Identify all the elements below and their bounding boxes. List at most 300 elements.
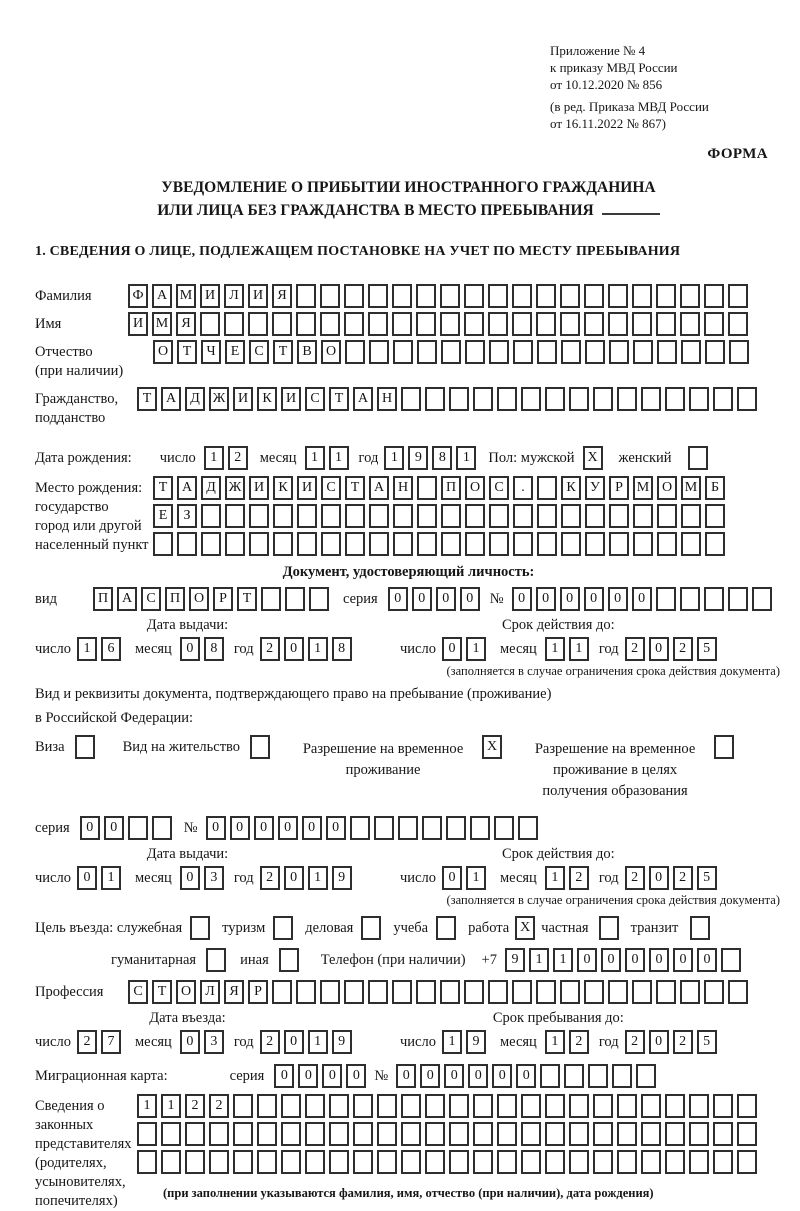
char-cell[interactable]: М (681, 476, 701, 500)
char-cell[interactable] (257, 1150, 277, 1174)
char-cell[interactable]: 2 (673, 866, 693, 890)
char-cell[interactable] (728, 312, 748, 336)
char-cell[interactable] (392, 312, 412, 336)
char-cell[interactable] (422, 816, 442, 840)
char-cell[interactable] (599, 916, 619, 940)
char-cell[interactable]: 1 (569, 637, 589, 661)
char-cell[interactable] (584, 312, 604, 336)
char-cell[interactable] (705, 340, 725, 364)
char-cell[interactable]: 0 (577, 948, 597, 972)
char-cell[interactable] (681, 504, 701, 528)
char-cell[interactable] (446, 816, 466, 840)
char-cell[interactable]: К (561, 476, 581, 500)
char-cell[interactable] (368, 284, 388, 308)
char-cell[interactable]: 2 (569, 1030, 589, 1054)
char-cell[interactable] (704, 980, 724, 1004)
passport-issue-day-boxes[interactable] (77, 637, 121, 661)
char-cell[interactable]: 0 (649, 866, 669, 890)
char-cell[interactable] (657, 532, 677, 556)
purpose-study-checkbox[interactable] (436, 916, 456, 940)
char-cell[interactable] (569, 1094, 589, 1118)
doc-series-boxes[interactable] (388, 587, 480, 611)
char-cell[interactable]: М (633, 476, 653, 500)
residence-number-boxes[interactable] (206, 816, 538, 840)
passport-expiry-month-boxes[interactable] (545, 637, 589, 661)
visa-checkbox[interactable] (75, 735, 95, 759)
residence-series-boxes[interactable] (80, 816, 172, 840)
char-cell[interactable] (473, 387, 493, 411)
char-cell[interactable]: 2 (673, 637, 693, 661)
char-cell[interactable] (209, 1150, 229, 1174)
char-cell[interactable] (536, 284, 556, 308)
char-cell[interactable]: 0 (536, 587, 556, 611)
char-cell[interactable] (368, 980, 388, 1004)
representatives-boxes-row3[interactable] (137, 1150, 757, 1174)
entry-year-boxes[interactable] (260, 1030, 352, 1054)
representatives-boxes-row1[interactable] (137, 1094, 757, 1118)
char-cell[interactable] (425, 1150, 445, 1174)
char-cell[interactable]: А (177, 476, 197, 500)
char-cell[interactable]: О (189, 587, 209, 611)
char-cell[interactable]: 0 (180, 866, 200, 890)
char-cell[interactable] (729, 340, 749, 364)
char-cell[interactable] (368, 312, 388, 336)
char-cell[interactable] (273, 504, 293, 528)
char-cell[interactable]: 0 (284, 866, 304, 890)
char-cell[interactable] (401, 387, 421, 411)
char-cell[interactable]: 1 (137, 1094, 157, 1118)
char-cell[interactable] (656, 284, 676, 308)
char-cell[interactable]: Н (377, 387, 397, 411)
char-cell[interactable] (233, 1122, 253, 1146)
char-cell[interactable]: 2 (228, 446, 248, 470)
char-cell[interactable]: 0 (396, 1064, 416, 1088)
char-cell[interactable]: С (305, 387, 325, 411)
char-cell[interactable]: 1 (553, 948, 573, 972)
char-cell[interactable] (464, 284, 484, 308)
char-cell[interactable]: 6 (101, 637, 121, 661)
char-cell[interactable] (393, 340, 413, 364)
char-cell[interactable] (257, 1122, 277, 1146)
residence-expiry-day-boxes[interactable] (442, 866, 486, 890)
char-cell[interactable]: Е (153, 504, 173, 528)
char-cell[interactable]: 1 (329, 446, 349, 470)
char-cell[interactable] (537, 340, 557, 364)
char-cell[interactable] (296, 980, 316, 1004)
char-cell[interactable] (512, 284, 532, 308)
purpose-official-checkbox[interactable] (190, 916, 210, 940)
char-cell[interactable] (401, 1094, 421, 1118)
char-cell[interactable] (425, 1094, 445, 1118)
char-cell[interactable] (704, 312, 724, 336)
entry-day-boxes[interactable] (77, 1030, 121, 1054)
surname-boxes[interactable] (128, 284, 748, 308)
char-cell[interactable]: 0 (512, 587, 532, 611)
char-cell[interactable] (320, 284, 340, 308)
char-cell[interactable] (617, 1150, 637, 1174)
char-cell[interactable] (417, 476, 437, 500)
char-cell[interactable] (609, 532, 629, 556)
char-cell[interactable]: 0 (420, 1064, 440, 1088)
char-cell[interactable]: Р (248, 980, 268, 1004)
char-cell[interactable]: 0 (298, 1064, 318, 1088)
char-cell[interactable]: 0 (697, 948, 717, 972)
char-cell[interactable] (521, 387, 541, 411)
char-cell[interactable] (609, 340, 629, 364)
char-cell[interactable]: 1 (545, 1030, 565, 1054)
char-cell[interactable]: X (515, 916, 535, 940)
char-cell[interactable] (344, 284, 364, 308)
char-cell[interactable]: 9 (332, 1030, 352, 1054)
char-cell[interactable] (560, 312, 580, 336)
char-cell[interactable]: 9 (466, 1030, 486, 1054)
char-cell[interactable] (398, 816, 418, 840)
char-cell[interactable] (656, 587, 676, 611)
char-cell[interactable] (200, 312, 220, 336)
char-cell[interactable] (713, 1094, 733, 1118)
char-cell[interactable]: 0 (673, 948, 693, 972)
char-cell[interactable]: О (153, 340, 173, 364)
char-cell[interactable] (473, 1122, 493, 1146)
char-cell[interactable] (152, 816, 172, 840)
char-cell[interactable] (353, 1094, 373, 1118)
char-cell[interactable] (680, 312, 700, 336)
char-cell[interactable]: 1 (308, 1030, 328, 1054)
char-cell[interactable] (513, 532, 533, 556)
char-cell[interactable] (250, 735, 270, 759)
char-cell[interactable]: 0 (560, 587, 580, 611)
char-cell[interactable]: О (465, 476, 485, 500)
char-cell[interactable]: 2 (185, 1094, 205, 1118)
char-cell[interactable] (497, 387, 517, 411)
char-cell[interactable] (737, 1122, 757, 1146)
char-cell[interactable] (488, 980, 508, 1004)
char-cell[interactable]: Я (224, 980, 244, 1004)
char-cell[interactable] (521, 1094, 541, 1118)
char-cell[interactable] (665, 1094, 685, 1118)
char-cell[interactable] (449, 387, 469, 411)
char-cell[interactable] (425, 1122, 445, 1146)
char-cell[interactable] (128, 816, 148, 840)
char-cell[interactable] (728, 980, 748, 1004)
char-cell[interactable]: Ж (209, 387, 229, 411)
char-cell[interactable] (561, 340, 581, 364)
char-cell[interactable]: П (165, 587, 185, 611)
patronymic-boxes[interactable] (153, 340, 749, 364)
char-cell[interactable]: Ж (225, 476, 245, 500)
char-cell[interactable]: 0 (254, 816, 274, 840)
char-cell[interactable] (497, 1094, 517, 1118)
char-cell[interactable] (584, 980, 604, 1004)
char-cell[interactable] (464, 980, 484, 1004)
char-cell[interactable] (728, 587, 748, 611)
char-cell[interactable] (521, 1150, 541, 1174)
char-cell[interactable] (417, 340, 437, 364)
char-cell[interactable] (377, 1122, 397, 1146)
char-cell[interactable]: 8 (204, 637, 224, 661)
char-cell[interactable]: 0 (388, 587, 408, 611)
residence-issue-month-boxes[interactable] (180, 866, 224, 890)
char-cell[interactable] (272, 312, 292, 336)
profession-boxes[interactable] (128, 980, 748, 1004)
char-cell[interactable] (713, 1150, 733, 1174)
char-cell[interactable] (350, 816, 370, 840)
char-cell[interactable] (612, 1064, 632, 1088)
char-cell[interactable] (353, 1150, 373, 1174)
char-cell[interactable] (689, 387, 709, 411)
char-cell[interactable] (344, 312, 364, 336)
char-cell[interactable] (537, 476, 557, 500)
char-cell[interactable] (689, 1150, 709, 1174)
char-cell[interactable]: 0 (302, 816, 322, 840)
passport-expiry-year-boxes[interactable] (625, 637, 717, 661)
edu-permit-checkbox[interactable] (714, 735, 734, 759)
char-cell[interactable] (632, 312, 652, 336)
char-cell[interactable]: 0 (180, 1030, 200, 1054)
char-cell[interactable] (545, 1150, 565, 1174)
birth-year-boxes[interactable] (384, 446, 476, 470)
char-cell[interactable]: 8 (332, 637, 352, 661)
char-cell[interactable] (569, 1150, 589, 1174)
citizenship-boxes[interactable] (137, 387, 757, 411)
char-cell[interactable] (656, 980, 676, 1004)
passport-issue-month-boxes[interactable] (180, 637, 224, 661)
char-cell[interactable] (545, 1094, 565, 1118)
char-cell[interactable] (617, 1094, 637, 1118)
entry-month-boxes[interactable] (180, 1030, 224, 1054)
char-cell[interactable] (309, 587, 329, 611)
char-cell[interactable] (569, 387, 589, 411)
char-cell[interactable]: 8 (432, 446, 452, 470)
char-cell[interactable]: 0 (436, 587, 456, 611)
char-cell[interactable]: 9 (505, 948, 525, 972)
char-cell[interactable] (688, 446, 708, 470)
char-cell[interactable]: 5 (697, 866, 717, 890)
char-cell[interactable] (721, 948, 741, 972)
char-cell[interactable]: 0 (468, 1064, 488, 1088)
char-cell[interactable] (257, 1094, 277, 1118)
char-cell[interactable] (564, 1064, 584, 1088)
char-cell[interactable] (465, 504, 485, 528)
char-cell[interactable] (392, 284, 412, 308)
char-cell[interactable] (680, 284, 700, 308)
char-cell[interactable] (737, 1094, 757, 1118)
char-cell[interactable]: 1 (308, 866, 328, 890)
char-cell[interactable] (633, 504, 653, 528)
char-cell[interactable]: С (489, 476, 509, 500)
char-cell[interactable]: 1 (101, 866, 121, 890)
char-cell[interactable]: С (128, 980, 148, 1004)
char-cell[interactable]: А (152, 284, 172, 308)
char-cell[interactable]: Н (393, 476, 413, 500)
char-cell[interactable] (206, 948, 226, 972)
char-cell[interactable] (512, 312, 532, 336)
char-cell[interactable] (561, 532, 581, 556)
char-cell[interactable] (297, 504, 317, 528)
char-cell[interactable] (305, 1094, 325, 1118)
char-cell[interactable] (320, 980, 340, 1004)
char-cell[interactable]: И (297, 476, 317, 500)
char-cell[interactable] (465, 340, 485, 364)
char-cell[interactable] (185, 1150, 205, 1174)
char-cell[interactable] (425, 387, 445, 411)
char-cell[interactable] (153, 532, 173, 556)
char-cell[interactable] (608, 284, 628, 308)
char-cell[interactable] (681, 532, 701, 556)
char-cell[interactable]: М (152, 312, 172, 336)
char-cell[interactable] (608, 312, 628, 336)
char-cell[interactable] (417, 532, 437, 556)
char-cell[interactable]: 2 (260, 1030, 280, 1054)
char-cell[interactable] (593, 1094, 613, 1118)
char-cell[interactable]: 2 (625, 1030, 645, 1054)
char-cell[interactable] (248, 312, 268, 336)
char-cell[interactable]: 0 (284, 637, 304, 661)
char-cell[interactable]: 0 (625, 948, 645, 972)
char-cell[interactable]: 0 (180, 637, 200, 661)
char-cell[interactable] (377, 1094, 397, 1118)
birthplace-boxes-row2[interactable] (153, 504, 725, 528)
char-cell[interactable] (488, 284, 508, 308)
char-cell[interactable]: 1 (204, 446, 224, 470)
char-cell[interactable] (632, 284, 652, 308)
char-cell[interactable] (449, 1150, 469, 1174)
char-cell[interactable] (75, 735, 95, 759)
char-cell[interactable]: А (369, 476, 389, 500)
char-cell[interactable]: Т (137, 387, 157, 411)
char-cell[interactable]: 0 (649, 1030, 669, 1054)
char-cell[interactable] (273, 916, 293, 940)
char-cell[interactable]: 1 (384, 446, 404, 470)
char-cell[interactable] (281, 1150, 301, 1174)
char-cell[interactable] (321, 504, 341, 528)
char-cell[interactable] (190, 916, 210, 940)
char-cell[interactable] (489, 504, 509, 528)
char-cell[interactable]: Т (152, 980, 172, 1004)
char-cell[interactable] (636, 1064, 656, 1088)
char-cell[interactable]: Ф (128, 284, 148, 308)
char-cell[interactable] (201, 504, 221, 528)
char-cell[interactable] (560, 284, 580, 308)
char-cell[interactable]: 2 (625, 637, 645, 661)
migration-series-boxes[interactable] (274, 1064, 366, 1088)
residence-expiry-month-boxes[interactable] (545, 866, 589, 890)
char-cell[interactable] (225, 532, 245, 556)
char-cell[interactable]: 1 (466, 866, 486, 890)
char-cell[interactable]: А (161, 387, 181, 411)
char-cell[interactable]: 0 (649, 637, 669, 661)
char-cell[interactable]: 5 (697, 637, 717, 661)
char-cell[interactable]: Л (224, 284, 244, 308)
char-cell[interactable]: Д (201, 476, 221, 500)
char-cell[interactable] (329, 1122, 349, 1146)
char-cell[interactable]: Р (213, 587, 233, 611)
char-cell[interactable]: Ч (201, 340, 221, 364)
sex-male-checkbox[interactable] (583, 446, 603, 470)
char-cell[interactable] (344, 980, 364, 1004)
char-cell[interactable] (285, 587, 305, 611)
char-cell[interactable]: 0 (492, 1064, 512, 1088)
char-cell[interactable] (440, 980, 460, 1004)
char-cell[interactable] (416, 980, 436, 1004)
char-cell[interactable]: 0 (206, 816, 226, 840)
char-cell[interactable] (545, 387, 565, 411)
representatives-boxes-row2[interactable] (137, 1122, 757, 1146)
char-cell[interactable] (705, 504, 725, 528)
char-cell[interactable]: 2 (260, 866, 280, 890)
char-cell[interactable]: 0 (442, 866, 462, 890)
char-cell[interactable] (513, 340, 533, 364)
char-cell[interactable] (436, 916, 456, 940)
char-cell[interactable]: Я (272, 284, 292, 308)
char-cell[interactable] (224, 312, 244, 336)
name-boxes[interactable] (128, 312, 748, 336)
char-cell[interactable]: 2 (625, 866, 645, 890)
char-cell[interactable] (305, 1122, 325, 1146)
char-cell[interactable] (714, 735, 734, 759)
char-cell[interactable] (561, 504, 581, 528)
char-cell[interactable] (584, 284, 604, 308)
residence-expiry-year-boxes[interactable] (625, 866, 717, 890)
char-cell[interactable]: Я (176, 312, 196, 336)
char-cell[interactable]: Т (237, 587, 257, 611)
char-cell[interactable]: 0 (274, 1064, 294, 1088)
char-cell[interactable]: 9 (408, 446, 428, 470)
purpose-tourism-checkbox[interactable] (273, 916, 293, 940)
doc-number-boxes[interactable] (512, 587, 772, 611)
char-cell[interactable] (713, 1122, 733, 1146)
char-cell[interactable]: У (585, 476, 605, 500)
char-cell[interactable]: Д (185, 387, 205, 411)
char-cell[interactable] (449, 1122, 469, 1146)
char-cell[interactable]: И (281, 387, 301, 411)
purpose-private-checkbox[interactable] (599, 916, 619, 940)
char-cell[interactable]: Т (273, 340, 293, 364)
char-cell[interactable]: М (176, 284, 196, 308)
char-cell[interactable] (441, 504, 461, 528)
passport-expiry-day-boxes[interactable] (442, 637, 486, 661)
char-cell[interactable]: 2 (77, 1030, 97, 1054)
char-cell[interactable]: О (321, 340, 341, 364)
char-cell[interactable]: И (128, 312, 148, 336)
char-cell[interactable] (161, 1122, 181, 1146)
char-cell[interactable] (401, 1122, 421, 1146)
char-cell[interactable] (233, 1094, 253, 1118)
char-cell[interactable] (329, 1150, 349, 1174)
char-cell[interactable]: З (177, 504, 197, 528)
char-cell[interactable]: Т (177, 340, 197, 364)
char-cell[interactable]: В (297, 340, 317, 364)
stay-until-day-boxes[interactable] (442, 1030, 486, 1054)
char-cell[interactable] (261, 587, 281, 611)
char-cell[interactable] (608, 980, 628, 1004)
passport-issue-year-boxes[interactable] (260, 637, 352, 661)
char-cell[interactable]: Е (225, 340, 245, 364)
char-cell[interactable] (737, 1150, 757, 1174)
stay-until-year-boxes[interactable] (625, 1030, 717, 1054)
char-cell[interactable] (209, 1122, 229, 1146)
char-cell[interactable] (617, 387, 637, 411)
char-cell[interactable] (273, 532, 293, 556)
char-cell[interactable] (665, 1122, 685, 1146)
char-cell[interactable] (185, 1122, 205, 1146)
char-cell[interactable] (665, 387, 685, 411)
char-cell[interactable] (593, 1122, 613, 1146)
char-cell[interactable] (641, 1094, 661, 1118)
char-cell[interactable] (449, 1094, 469, 1118)
char-cell[interactable]: 1 (545, 866, 565, 890)
char-cell[interactable] (416, 312, 436, 336)
